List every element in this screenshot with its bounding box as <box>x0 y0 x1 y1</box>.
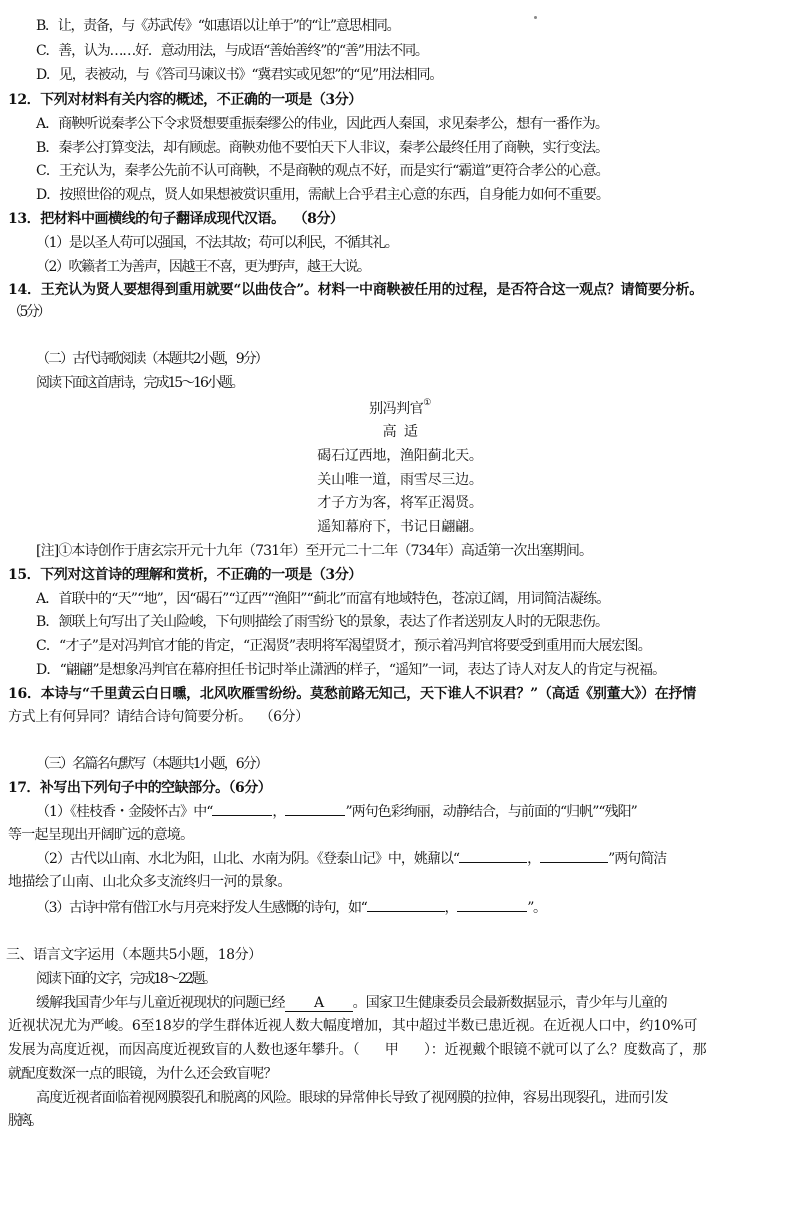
q12-option-d: D．按照世俗的观点，贤人如果想被赏识重用，需献上合乎君主心意的东西，自身能力如何不重要。 <box>36 187 610 203</box>
q17-item-1-cont: 等一起呈现出开阔旷远的意境。 <box>8 827 194 843</box>
blank-a: A <box>285 995 353 1012</box>
answer-blank[interactable] <box>212 801 272 816</box>
question-15-stem: 15．下列对这首诗的理解和赏析，不正确的一项是（3分） <box>8 567 362 583</box>
question-14-line-2: （5分） <box>8 304 49 320</box>
section-poetry-heading: （二）古代诗歌阅读（本题共2小题，9分） <box>36 351 267 367</box>
part-3-heading: 三、语言文字运用（本题共5小题，18分） <box>6 947 262 963</box>
q15-option-b: B．颔联上句写出了关山险峻，下句则描绘了雨雪纷飞的景象，表达了作者送别友人时的无限悲伤。 <box>36 614 609 630</box>
section-dictation-heading: （三）名篇名句默写（本题共1小题，6分） <box>36 756 267 772</box>
question-14-line-1: 14．王充认为贤人要想得到重用就要“以曲伎合”。材料一中商鞅被任用的过程，是否符合这一观点？请简要分析。 <box>8 282 703 298</box>
q12-option-c: C．王充认为，秦孝公先前不认可商鞅，不是商鞅的观点不好，而是实行“霸道”更符合孝公的心意。 <box>36 163 609 179</box>
answer-blank[interactable] <box>540 848 608 863</box>
passage-line-6: 脱离。 <box>8 1113 40 1129</box>
poem-line-3: 才子方为客，将军正渴贤。 <box>317 495 483 511</box>
option-d-prev: D．见，表被动，与《答司马谏议书》“冀君实或见恕”的“见”用法相同。 <box>36 67 443 83</box>
q12-option-b: B．秦孝公打算变法，却有顾虑。商鞅劝他不要怕天下人非议，秦孝公最终任用了商鞅，实行变法。 <box>36 140 609 156</box>
section-poetry-intro: 阅读下面这首唐诗，完成15～16小题。 <box>36 375 243 391</box>
q17-item-1: （1）《桂枝香・金陵怀古》中“ ， ”两句色彩绚丽，动静结合，与前面的“归帆”“残阳” <box>36 801 800 823</box>
question-16-line-2: 方式上有何异同？请结合诗句简要分析。 （6分） <box>8 709 309 725</box>
q12-option-a: A．商鞅听说秦孝公下令求贤想要重振秦缪公的伟业，因此西人秦国，求见秦孝公，想有一番作为。 <box>36 116 608 132</box>
q15-option-a: A．首联中的“天”“地”，因“碣石”“辽西”“渔阳”“蓟北”而富有地域特色，苍凉辽阔，用词简洁凝练。 <box>36 591 610 607</box>
passage-line-3: 发展为高度近视，而因高度近视致盲的人数也逐年攀升。（ 甲 ）：近视戴个眼镜不就可以了么？度数高了，那 <box>8 1042 707 1058</box>
poem-title: 别冯判官① <box>369 398 431 417</box>
passage-line-4: 就配度数深一点的眼镜，为什么还会致盲呢？ <box>8 1066 277 1082</box>
question-13-stem: 13．把材料中画横线的句子翻译成现代汉语。 （8分） <box>8 211 344 227</box>
q15-option-d: D．“翩翩”是想象冯判官在幕府担任书记时举止潇洒的样子，“遥知”一词，表达了诗人对友人的肯定与祝福。 <box>36 662 666 678</box>
option-c-prev: C．善，认为……好．意动用法，与成语“善始善终”的“善”用法不同。 <box>36 43 428 59</box>
answer-blank[interactable] <box>457 897 527 912</box>
passage-line-2: 近视状况尤为严峻。6至18岁的学生群体近视人数大幅度增加，其中超过半数已患近视。在近视人口中，约10%可 <box>8 1018 698 1034</box>
answer-blank[interactable] <box>459 848 527 863</box>
poem-line-4: 遥知幕府下，书记日翩翩。 <box>317 519 483 535</box>
q17-item-2: （2）古代以山南、水北为阳，山北、水南为阴。《登泰山记》中，姚鼐以“ ， ”两句简洁 <box>36 848 800 870</box>
part-3-intro: 阅读下面的文字，完成18～22题。 <box>36 971 215 987</box>
passage-line-1: 缓解我国青少年与儿童近视现状的问题已经 A 。国家卫生健康委员会最新数据显示，青少年与儿童的 <box>36 995 667 1011</box>
question-17-stem: 17．补写出下列句子中的空缺部分。（6分） <box>8 780 272 796</box>
question-12-stem: 12．下列对材料有关内容的概述，不正确的一项是（3分） <box>8 92 362 108</box>
q15-option-c: C．“才子”是对冯判官才能的肯定，“正渴贤”表明将军渴望贤才，预示着冯判官将要受到重用而大展宏图。 <box>36 638 651 654</box>
answer-blank[interactable] <box>285 801 345 816</box>
poem-author: 高 适 <box>382 424 418 440</box>
q17-item-2-cont: 地描绘了山南、山北众多支流终归一河的景象。 <box>8 874 291 890</box>
answer-blank[interactable] <box>367 897 445 912</box>
q17-item-3: （3）古诗中常有借江水与月亮来抒发人生感慨的诗句，如“ ， ”。 <box>36 897 800 919</box>
passage-line-5: 高度近视者面临着视网膜裂孔和脱离的风险。眼球的异常伸长导致了视网膜的拉伸，容易出现裂孔，进而引发 <box>36 1090 668 1106</box>
question-16-line-1: 16．本诗与“千里黄云白日曛，北风吹雁雪纷纷。莫愁前路无知己，天下谁人不识君？”（高适《别董大》）在抒情 <box>8 686 696 702</box>
q13-item-2: （2）吹籁者工为善声，因越王不喜，更为野声，越王大说。 <box>36 259 370 275</box>
poem-line-2: 关山唯一道，雨雪尽三边。 <box>317 472 483 488</box>
q13-item-1: （1）是以圣人苟可以强国，不法其故；苟可以利民，不循其礼。 <box>36 235 398 251</box>
poem-line-1: 碣石辽西地，渔阳蓟北天。 <box>317 448 483 464</box>
option-b-prev: B．让，责备，与《苏武传》“如惠语以让单于”的“让”意思相同。 <box>36 18 400 34</box>
poem-note: [注]①本诗创作于唐玄宗开元十九年（731年）至开元二十二年（734年）高适第一次出塞期间。 <box>36 543 593 559</box>
poem-note-mark: ① <box>423 398 431 408</box>
